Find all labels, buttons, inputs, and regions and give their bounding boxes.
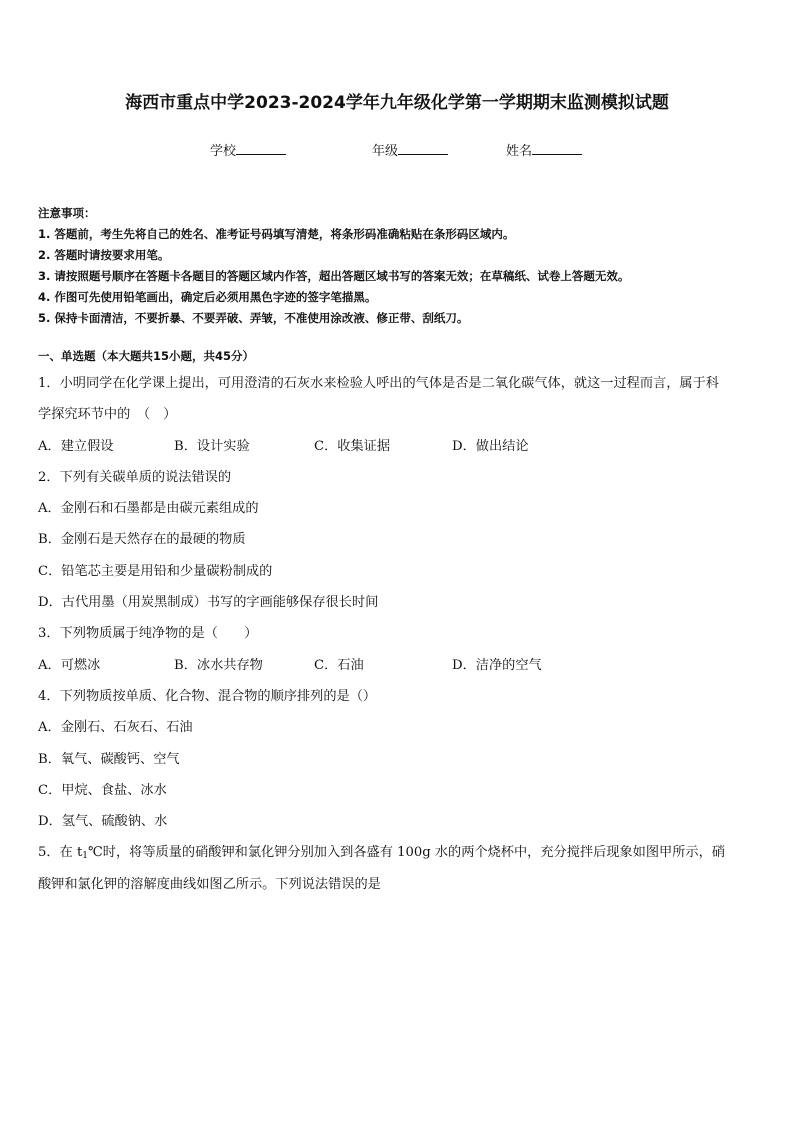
question-3-stem: 3．下列物质属于纯净物的是（ ） xyxy=(38,626,258,642)
question-3-option-c[interactable]: C．石油 xyxy=(314,657,364,673)
name-field[interactable] xyxy=(506,140,582,159)
question-3-option-b[interactable]: B．冰水共存物 xyxy=(174,657,263,673)
name-label: 姓名 xyxy=(506,144,533,159)
question-1-option-a[interactable]: A．建立假设 xyxy=(38,438,114,454)
questions-area xyxy=(38,372,758,904)
question-5-subscript: 1 xyxy=(82,851,88,862)
note-item: 5. 保持卡面清洁，不要折暴、不要弄破、弄皱，不准使用涂改液、修正带、刮纸刀。 xyxy=(38,311,469,325)
question-3-options xyxy=(38,654,758,685)
question-2-stem: 2．下列有关碳单质的说法错误的 xyxy=(38,469,232,485)
notes-block xyxy=(38,203,768,329)
note-item: 2. 答题时请按要求用笔。 xyxy=(38,248,170,262)
question-4-stem: 4．下列物质按单质、化合物、混合物的顺序排列的是（） xyxy=(38,688,377,704)
name-blank[interactable] xyxy=(532,142,582,155)
question-5-prefix: 5．在 t xyxy=(38,845,83,861)
note-item: 3. 请按照题号顺序在答题卡各题目的答题区域内作答，超出答题区域书写的答案无效；在草稿纸、试卷上答题无效。 xyxy=(38,269,630,283)
school-field[interactable] xyxy=(210,140,286,159)
question-2-option-a[interactable]: A．金刚石和石墨都是由碳元素组成的 xyxy=(38,501,259,517)
question-5-suffix: ℃时，将等质量的硝酸钾和氯化钾分别加入到各盛有 100g 水的两个烧杯中，充分搅拌后现象如图甲所示，硝 xyxy=(88,845,725,861)
question-4-option-a[interactable]: A．金刚石、石灰石、石油 xyxy=(38,720,193,736)
question-2-option-d[interactable]: D．古代用墨（用炭黑制成）书写的字画能够保存很长时间 xyxy=(38,595,379,611)
question-5-stem-line2: 酸钾和氯化钾的溶解度曲线如图乙所示。下列说法错误的是 xyxy=(38,876,381,892)
question-4-option-b[interactable]: B．氧气、碳酸钙、空气 xyxy=(38,751,180,767)
page-title: 海西市重点中学2023-2024学年九年级化学第一学期期末监测模拟试题 xyxy=(125,93,669,113)
question-1-stem-line2: 学探究环节中的 （ ） xyxy=(38,407,177,423)
question-1-options xyxy=(38,435,758,466)
note-item: 4. 作图可先使用铅笔画出，确定后必须用黑色字迹的签字笔描黑。 xyxy=(38,290,377,304)
question-1-stem-line1: 1．小明同学在化学课上提出，可用澄清的石灰水来检验人呼出的气体是否是二氧化碳气体，就这一过程而言，属于科 xyxy=(38,376,719,391)
question-5-stem-line1 xyxy=(38,841,758,872)
school-blank[interactable] xyxy=(236,142,286,155)
notes-heading: 注意事项： xyxy=(38,206,96,220)
school-label: 学校 xyxy=(210,144,237,159)
section-title: 一、单选题（本大题共15小题，共45分） xyxy=(38,349,255,363)
question-2-option-b[interactable]: B．金刚石是天然存在的最硬的物质 xyxy=(38,532,246,548)
grade-label: 年级 xyxy=(372,144,399,159)
question-3-option-a[interactable]: A．可燃冰 xyxy=(38,657,101,673)
question-1-option-d[interactable]: D．做出结论 xyxy=(452,438,529,454)
question-1-option-c[interactable]: C．收集证据 xyxy=(314,438,391,454)
grade-field[interactable] xyxy=(372,140,448,159)
question-3-option-d[interactable]: D．洁净的空气 xyxy=(452,657,542,673)
question-1-option-b[interactable]: B．设计实验 xyxy=(174,438,250,454)
grade-blank[interactable] xyxy=(398,142,448,155)
question-4-option-c[interactable]: C．甲烷、食盐、冰水 xyxy=(38,782,167,798)
note-item: 1. 答题前，考生先将自己的姓名、准考证号码填写清楚，将条形码准确粘贴在条形码区域内。 xyxy=(38,227,515,241)
question-4-option-d[interactable]: D．氢气、硫酸钠、水 xyxy=(38,814,168,830)
student-info-row xyxy=(0,140,794,160)
question-2-option-c[interactable]: C．铅笔芯主要是用铅和少量碳粉制成的 xyxy=(38,563,273,579)
